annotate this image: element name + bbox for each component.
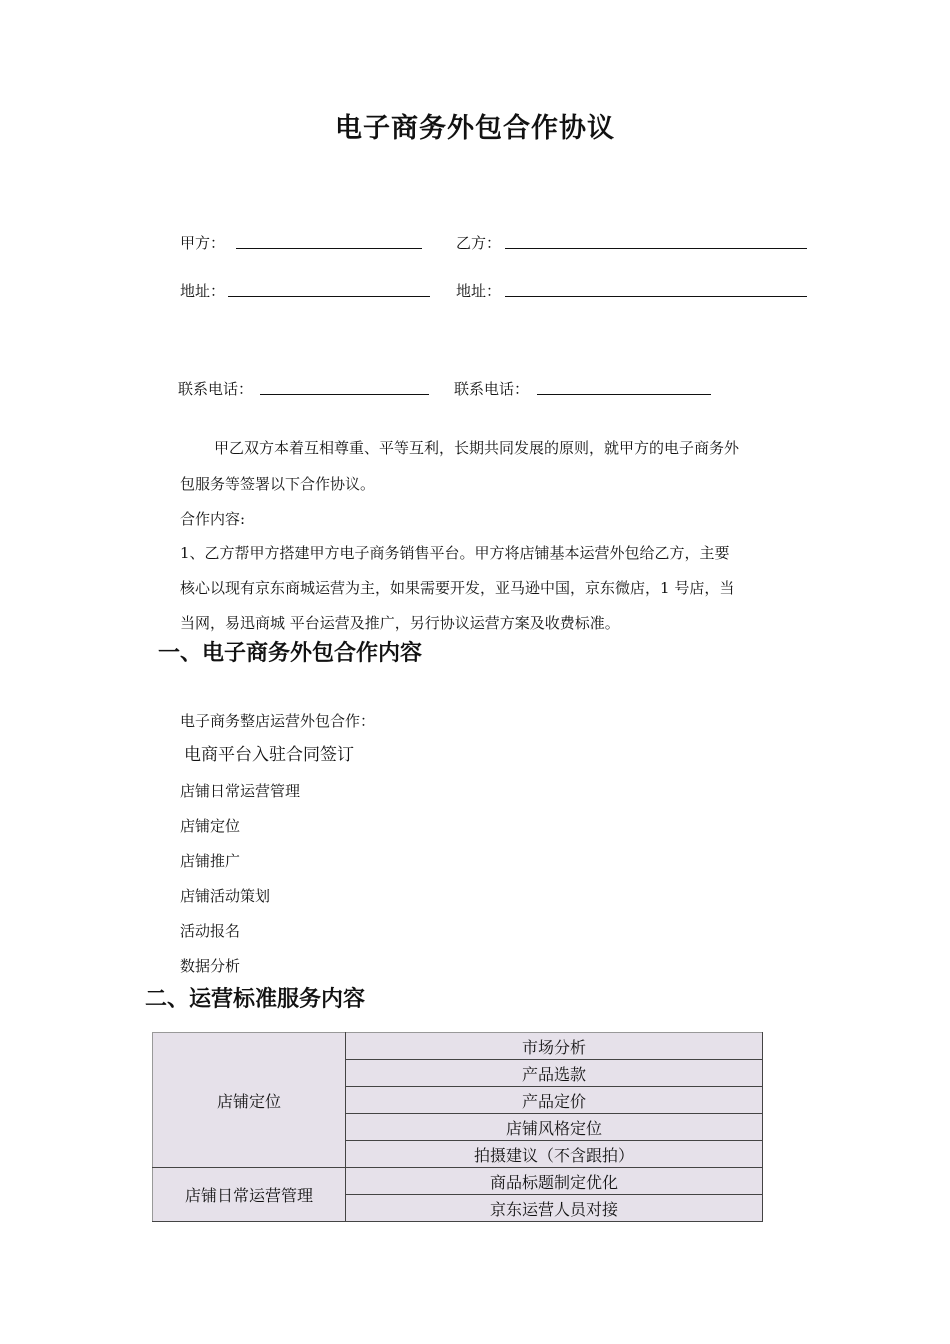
- table-service-cell: 市场分析: [346, 1033, 763, 1060]
- phone-b-blank[interactable]: [537, 394, 711, 395]
- service-item: 店铺定位: [180, 817, 241, 835]
- party-a-blank[interactable]: [236, 248, 422, 249]
- item-1: [180, 536, 807, 641]
- address-b-blank[interactable]: [505, 296, 807, 297]
- service-item: 电商平台入驻合同签订: [184, 745, 354, 765]
- table-service-cell: 店铺风格定位: [346, 1114, 763, 1141]
- table-service-cell: 产品定价: [346, 1087, 763, 1114]
- service-item: 店铺推广: [180, 852, 241, 870]
- address-a-label: 地址：: [180, 282, 226, 300]
- party-b-label: 乙方：: [456, 234, 502, 252]
- item-1-line-3: 当网，易迅商城 平台运营及推广，另行协议运营方案及收费标准。: [180, 614, 620, 632]
- service-item: 店铺日常运营管理: [180, 782, 301, 800]
- section-1-heading: 一、电子商务外包合作内容: [158, 641, 423, 666]
- address-b-label: 地址：: [456, 282, 502, 300]
- table-row: [153, 1033, 763, 1060]
- service-item: 活动报名: [180, 922, 241, 940]
- service-table: [152, 1032, 763, 1222]
- table-service-cell: 产品选款: [346, 1060, 763, 1087]
- phone-a-blank[interactable]: [260, 394, 429, 395]
- table-category-cell: 店铺定位: [153, 1033, 346, 1168]
- table-service-cell: 京东运营人员对接: [346, 1195, 763, 1222]
- item-1-line-1: 1、乙方帮甲方搭建甲方电子商务销售平台。甲方将店铺基本运营外包给乙方，主要: [180, 544, 730, 562]
- address-a-blank[interactable]: [228, 296, 430, 297]
- intro-paragraph: [180, 430, 807, 502]
- table-service-cell: 商品标题制定优化: [346, 1168, 763, 1195]
- intro-line-1: 甲乙双方本着互相尊重、平等互利，长期共同发展的原则，就甲方的电子商务外: [214, 439, 740, 457]
- service-item: 数据分析: [180, 957, 241, 975]
- service-item: 店铺活动策划: [180, 887, 271, 905]
- intro-line-2: 包服务等签署以下合作协议。: [180, 475, 376, 493]
- table-row: [153, 1168, 763, 1195]
- party-b-blank[interactable]: [505, 248, 807, 249]
- section-1-lead: 电子商务整店运营外包合作：: [180, 712, 376, 730]
- phone-b-label: 联系电话：: [454, 380, 530, 398]
- party-a-label: 甲方：: [180, 234, 226, 252]
- document-title: 电子商务外包合作协议: [335, 113, 615, 144]
- item-1-line-2: 核心以现有京东商城运营为主，如果需要开发，亚马逊中国，京东微店，1 号店，当: [180, 579, 735, 597]
- content-label: 合作内容:: [180, 510, 246, 528]
- phone-a-label: 联系电话：: [178, 380, 254, 398]
- table-service-cell: 拍摄建议（不含跟拍）: [346, 1141, 763, 1168]
- section-2-heading: 二、运营标准服务内容: [145, 987, 366, 1012]
- table-category-cell: 店铺日常运营管理: [153, 1168, 346, 1222]
